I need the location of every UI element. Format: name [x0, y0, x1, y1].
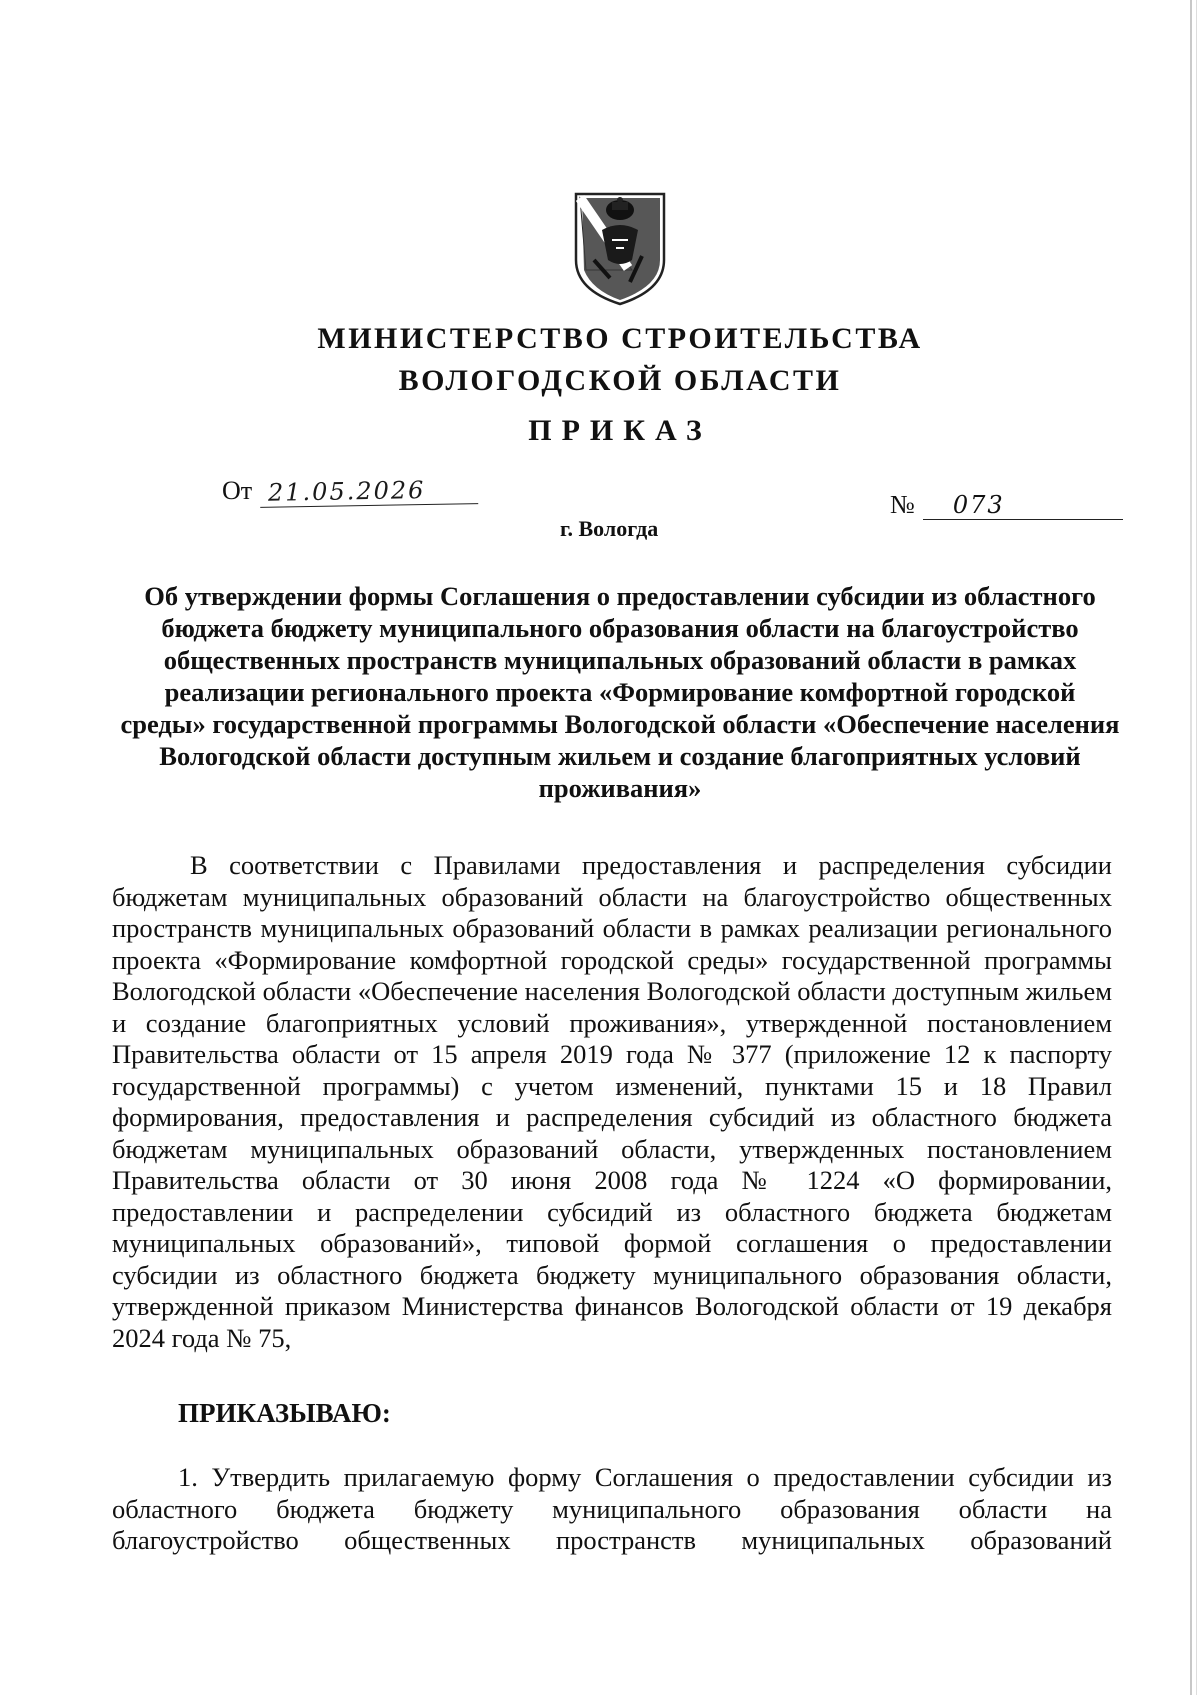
date-value: 21.05.2026	[260, 475, 478, 508]
coat-of-arms-icon	[572, 190, 668, 308]
city: г. Вологда	[560, 516, 659, 541]
order-number	[890, 490, 1123, 520]
order-title: ПРИКАЗ	[528, 414, 712, 447]
scan-edge-line	[1190, 0, 1192, 1695]
date-prefix: От	[222, 476, 253, 505]
order-date	[222, 476, 478, 506]
ministry-line-2: ВОЛОГОДСКОЙ ОБЛАСТИ	[398, 364, 842, 397]
decree-heading: ПРИКАЗЫВАЮ:	[178, 1398, 391, 1428]
number-prefix: №	[890, 490, 915, 519]
scan-edge-line-2	[1196, 0, 1197, 1695]
order-subject: Об утверждении формы Соглашения о предоставлении субсидии из областного бюджета бюджету муниципального образования области на благоустройство общественных пространств муниципальных образований области в рамках реализации регионального проекта «Формирование комфортной городской среды» государственной программы Вологодской области «Обеспечение населения Вологодской области доступным жильем и создание благоприятных условий проживания»	[120, 581, 1120, 803]
ministry-line-1: МИНИСТЕРСТВО СТРОИТЕЛЬСТВА	[317, 322, 923, 355]
order-item-1: 1. Утвердить прилагаемую форму Соглашения о предоставлении субсидии из областного бюджета бюджету муниципального образования области на благоустройство общественных пространств муниципальных образований	[112, 1462, 1112, 1555]
preamble-paragraph: В соответствии с Правилами предоставления и распределения субсидии бюджетам муниципальных образований области на благоустройство общественных пространств муниципальных образований области в рамках реализации регионального проекта «Формирование комфортной городской среды» государственной программы Вологодской области «Обеспечение населения Вологодской области доступным жильем и создание благоприятных условий проживания», утвержденной постановлением Правительства области от 15 апреля 2019 года № 377 (приложение 12 к паспорту государственной программы) с учетом изменений, пунктами 15 и 18 Правил формирования, предоставления и распределения субсидий из областного бюджета бюджетам муниципальных образований области, утвержденных постановлением Правительства области от 30 июня 2008 года № 1224 «О формировании, предоставлении и распределении субсидий из областного бюджета бюджетам муниципальных образований», типовой формой соглашения о предоставлении субсидии из областного бюджета бюджету муниципального образования области, утвержденной приказом Министерства финансов Вологодской области от 19 декабря 2024 года № 75,	[112, 850, 1112, 1353]
number-value: 073	[923, 491, 1123, 520]
ministry-name	[0, 318, 1200, 402]
